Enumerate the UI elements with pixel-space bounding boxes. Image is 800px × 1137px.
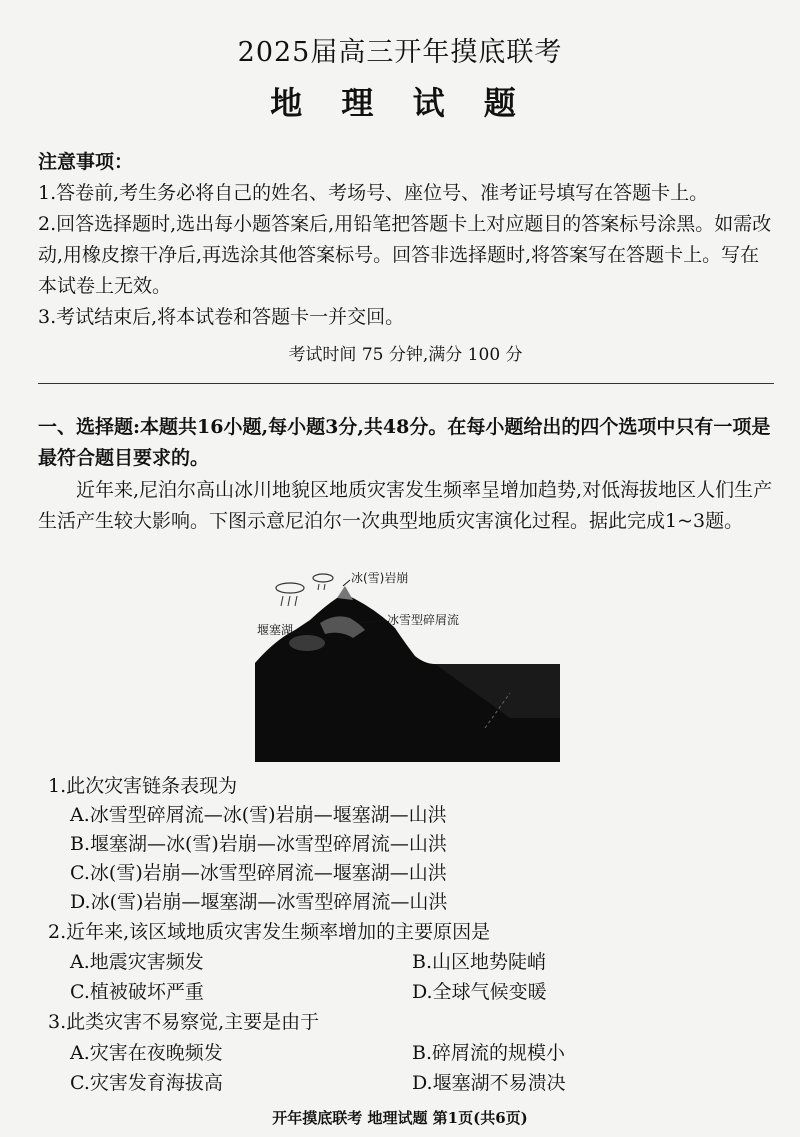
label-debris-flow: 冰雪型碎屑流 [387,613,460,627]
question-1-option-d: D.冰(雪)岩崩—堰塞湖—冰雪型碎屑流—山洪 [70,891,448,913]
label-dammed-lake: 堰塞湖 [257,623,294,637]
rain-icon [281,596,297,606]
notice-item-2: 2.回答选择题时,选出每小题答案后,用铅笔把答题卡上对应题目的答案标号涂黑。如需改动,用橡皮擦干净后,再选涂其他答案标号。回答非选择题时,将答案写在答题卡上。写在本试卷上无效。 [38,213,772,297]
subject-title: 地 理 试 题 [270,84,530,122]
divider-line [38,383,774,384]
question-1-option-c: C.冰(雪)岩崩—冰雪型碎屑流—堰塞湖—山洪 [70,862,447,884]
notice-item-1: 1.答卷前,考生务必将自己的姓名、考场号、座位号、准考证号填写在答题卡上。 [38,182,709,204]
question-3-option-b: B.碎屑流的规模小 [412,1042,566,1064]
question-2-option-a: A.地震灾害频发 [70,951,204,973]
disaster-figure [255,568,560,762]
cloud-icon [276,583,304,593]
question-1-option-a: A.冰雪型碎屑流—冰(雪)岩崩—堰塞湖—山洪 [70,804,447,826]
question-3-option-c: C.灾害发育海拔高 [70,1072,223,1094]
peak-snow [337,586,353,600]
question-2-option-d: D.全球气候变暖 [412,981,547,1003]
exam-time-info: 考试时间 75 分钟,满分 100 分 [288,345,523,365]
notice-heading: 注意事项： [38,151,134,173]
rain-icon [318,584,325,590]
disaster-diagram [255,568,560,762]
section-intro: 近年来,尼泊尔高山冰川地貌区地质灾害发生频率呈增加趋势,对低海拔地区人们生产生活产生较大影响。下图示意尼泊尔一次典型地质灾害演化过程。据此完成1~3题。 [38,479,773,532]
section-heading: 一、选择题:本题共16小题,每小题3分,共48分。在每小题给出的四个选项中只有一项是最符合题目要求的。 [38,416,771,469]
leader-line-avalanche [343,580,350,586]
cloud-icon [313,574,333,582]
dammed-lake-shape [289,635,325,651]
question-2-stem: 2.近年来,该区域地质灾害发生频率增加的主要原因是 [48,921,491,943]
question-2-option-b: B.山区地势陡峭 [412,951,547,973]
question-2-option-c: C.植被破坏严重 [70,981,204,1003]
question-3-option-d: D.堰塞湖不易溃决 [412,1072,566,1094]
notice-item-3: 3.考试结束后,将本试卷和答题卡一并交回。 [38,306,405,328]
question-1-option-b: B.堰塞湖—冰(雪)岩崩—冰雪型碎屑流—山洪 [70,833,447,855]
question-1-stem: 1.此次灾害链条表现为 [48,775,238,797]
page-footer: 开年摸底联考 地理试题 第1页(共6页) [272,1109,528,1127]
label-avalanche: 冰(雪)岩崩 [351,571,409,585]
exam-title: 2025届高三开年摸底联考 [237,37,563,68]
question-3-stem: 3.此类灾害不易察觉,主要是由于 [48,1011,320,1033]
question-3-option-a: A.灾害在夜晚频发 [70,1042,223,1064]
